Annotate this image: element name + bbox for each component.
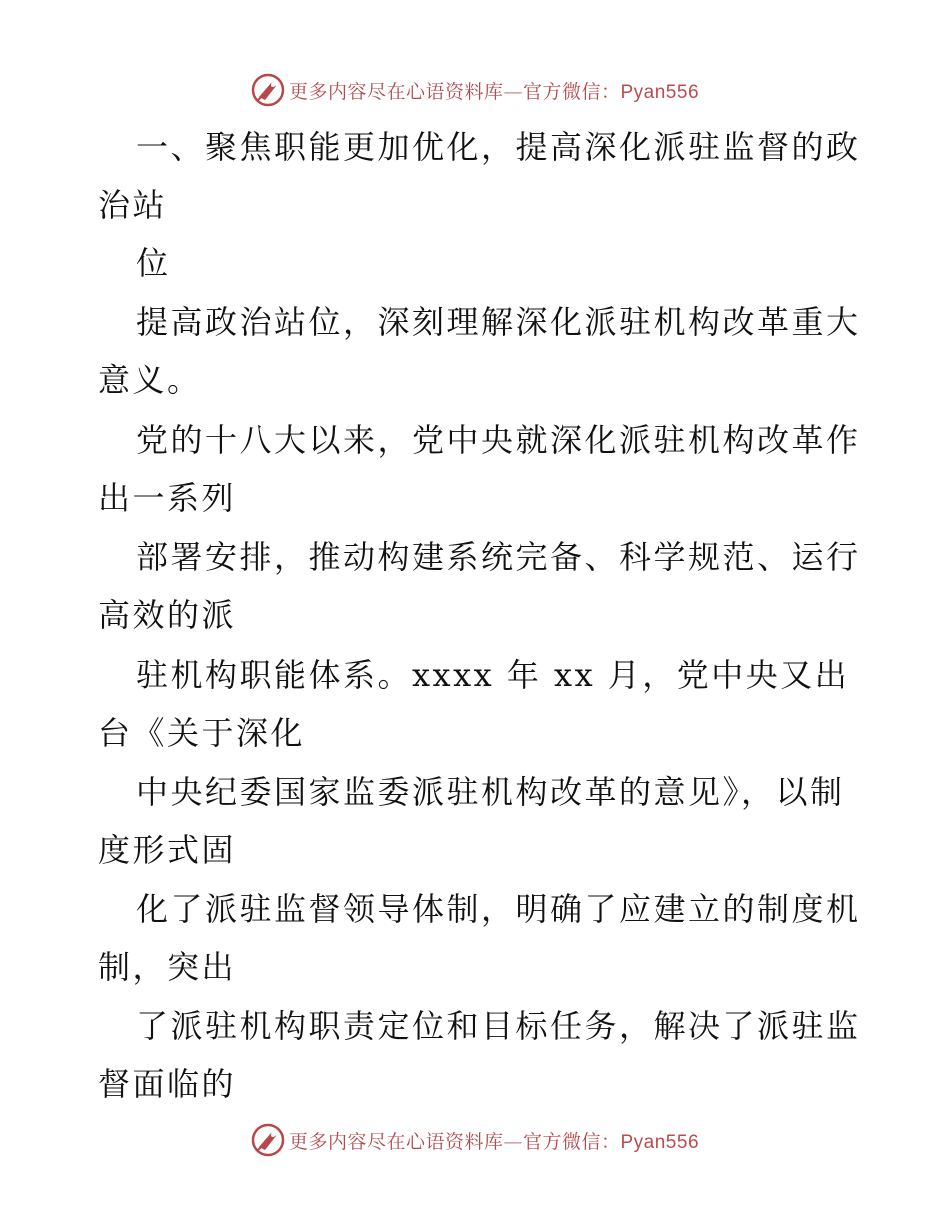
body-line: 驻机构职能体系。xxxx 年 xx 月，党中央又出 bbox=[136, 656, 850, 694]
body-line: 制，突出 bbox=[98, 948, 237, 986]
body-line: 度形式固 bbox=[98, 831, 237, 869]
body-line: 部署安排，推动构建系统完备、科学规范、运行 bbox=[136, 538, 861, 576]
body-line: 高效的派 bbox=[98, 596, 237, 634]
body-line: 台《关于深化 bbox=[98, 714, 306, 752]
body-line: 治站 bbox=[98, 186, 168, 224]
body-line: 中央纪委国家监委派驻机构改革的意见》，以制 bbox=[136, 773, 845, 811]
footer-wechat-id: Pyan556 bbox=[620, 1131, 700, 1153]
pen-nib-logo-icon bbox=[251, 1123, 285, 1157]
footer-wechat-label: 官方微信： bbox=[522, 1130, 621, 1153]
body-line: 出一系列 bbox=[98, 479, 237, 517]
footer-watermark bbox=[0, 1120, 950, 1160]
body-line: 督面临的 bbox=[98, 1065, 237, 1103]
body-line: 提高政治站位，深刻理解深化派驻机构改革重大 bbox=[136, 303, 861, 341]
body-line: 党的十八大以来，党中央就深化派驻机构改革作 bbox=[136, 421, 861, 459]
body-line: 了派驻机构职责定位和目标任务，解决了派驻监 bbox=[136, 1007, 861, 1045]
header-wechat-id: Pyan556 bbox=[620, 81, 700, 103]
header-wechat-label: 官方微信： bbox=[522, 80, 621, 103]
header-dash: — bbox=[503, 80, 523, 103]
footer-watermark-text bbox=[289, 1127, 699, 1154]
footer-dash: — bbox=[503, 1130, 523, 1153]
footer-brand-text: 更多内容尽在心语资料库 bbox=[288, 1130, 504, 1153]
body-line: 一、聚焦职能更加优化，提高深化派驻监督的政 bbox=[136, 128, 861, 166]
header-brand-text: 更多内容尽在心语资料库 bbox=[288, 80, 504, 103]
body-line: 意义。 bbox=[98, 361, 202, 399]
body-line: 位 bbox=[136, 244, 171, 282]
body-line: 化了派驻监督领导体制，明确了应建立的制度机 bbox=[136, 890, 861, 928]
